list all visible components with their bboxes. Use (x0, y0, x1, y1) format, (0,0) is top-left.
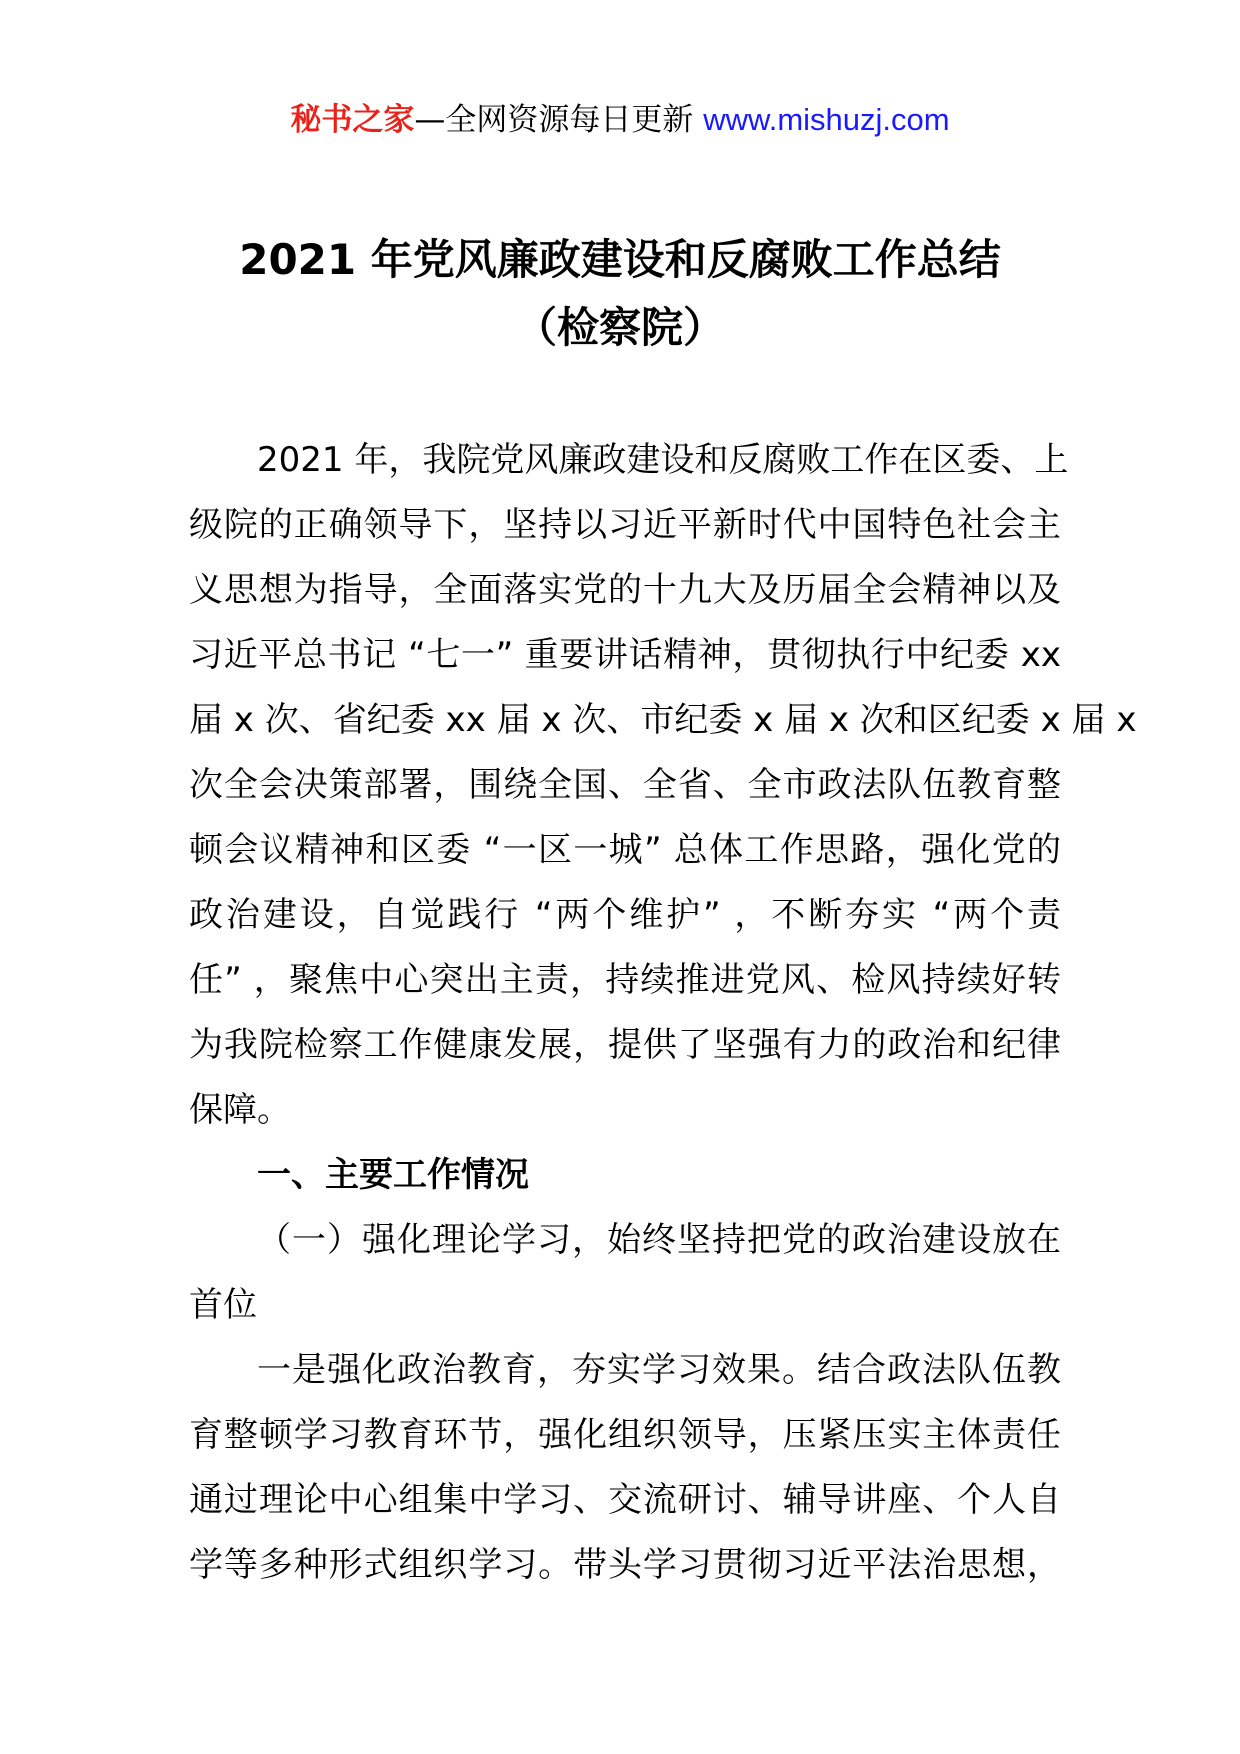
body-line: 保障。 (189, 1090, 291, 1130)
body-line: 通过理论中心组集中学习、交流研讨、辅导讲座、个人自 (189, 1480, 1061, 1520)
body-line: 习近平总书记 “七一” 重要讲话精神，贯彻执行中纪委 xx (189, 635, 1061, 675)
body-line: 任” ，聚焦中心突出主责，持续推进党风、检风持续好转 (189, 960, 1061, 1000)
body-line: 届 x 次、省纪委 xx 届 x 次、市纪委 x 届 x 次和区纪委 x 届 x (189, 700, 1137, 740)
title-line-2: （检察院） (514, 303, 725, 352)
subsection-heading-cont: 首位 (189, 1285, 257, 1325)
title-line-1: 2021 年党风廉政建设和反腐败工作总结 (239, 235, 1001, 284)
body-line: 学等多种形式组织学习。带头学习贯彻习近平法治思想， (189, 1545, 1061, 1585)
body-line: 育整顿学习教育环节，强化组织领导，压紧压实主体责任 (189, 1415, 1061, 1455)
document-title (0, 226, 1240, 362)
body-line: 顿会议精神和区委 “一区一城” 总体工作思路，强化党的 (189, 830, 1061, 870)
site-tagline: —全网资源每日更新 (414, 102, 694, 138)
site-brand: 秘书之家 (290, 102, 415, 138)
body-line: 2021 年，我院党风廉政建设和反腐败工作在区委、上 (257, 440, 1069, 480)
body-line: 一是强化政治教育，夯实学习效果。结合政法队伍教 (257, 1350, 1061, 1390)
body-line: 义思想为指导，全面落实党的十九大及历届全会精神以及 (189, 570, 1061, 610)
document-body (189, 428, 1137, 1598)
subsection-heading: （一）强化理论学习，始终坚持把党的政治建设放在 (257, 1220, 1061, 1260)
body-line: 级院的正确领导下，坚持以习近平新时代中国特色社会主 (189, 505, 1061, 545)
body-line: 政治建设，自觉践行 “两个维护” ，不断夯实 “两个责 (189, 895, 1061, 935)
site-url-link[interactable]: www.mishuzj.com (703, 102, 950, 137)
section-heading: 一、主要工作情况 (257, 1155, 529, 1195)
body-line: 为我院检察工作健康发展，提供了坚强有力的政治和纪律 (189, 1025, 1061, 1065)
body-line: 次全会决策部署，围绕全国、全省、全市政法队伍教育整 (189, 765, 1061, 805)
site-banner (0, 100, 1240, 140)
